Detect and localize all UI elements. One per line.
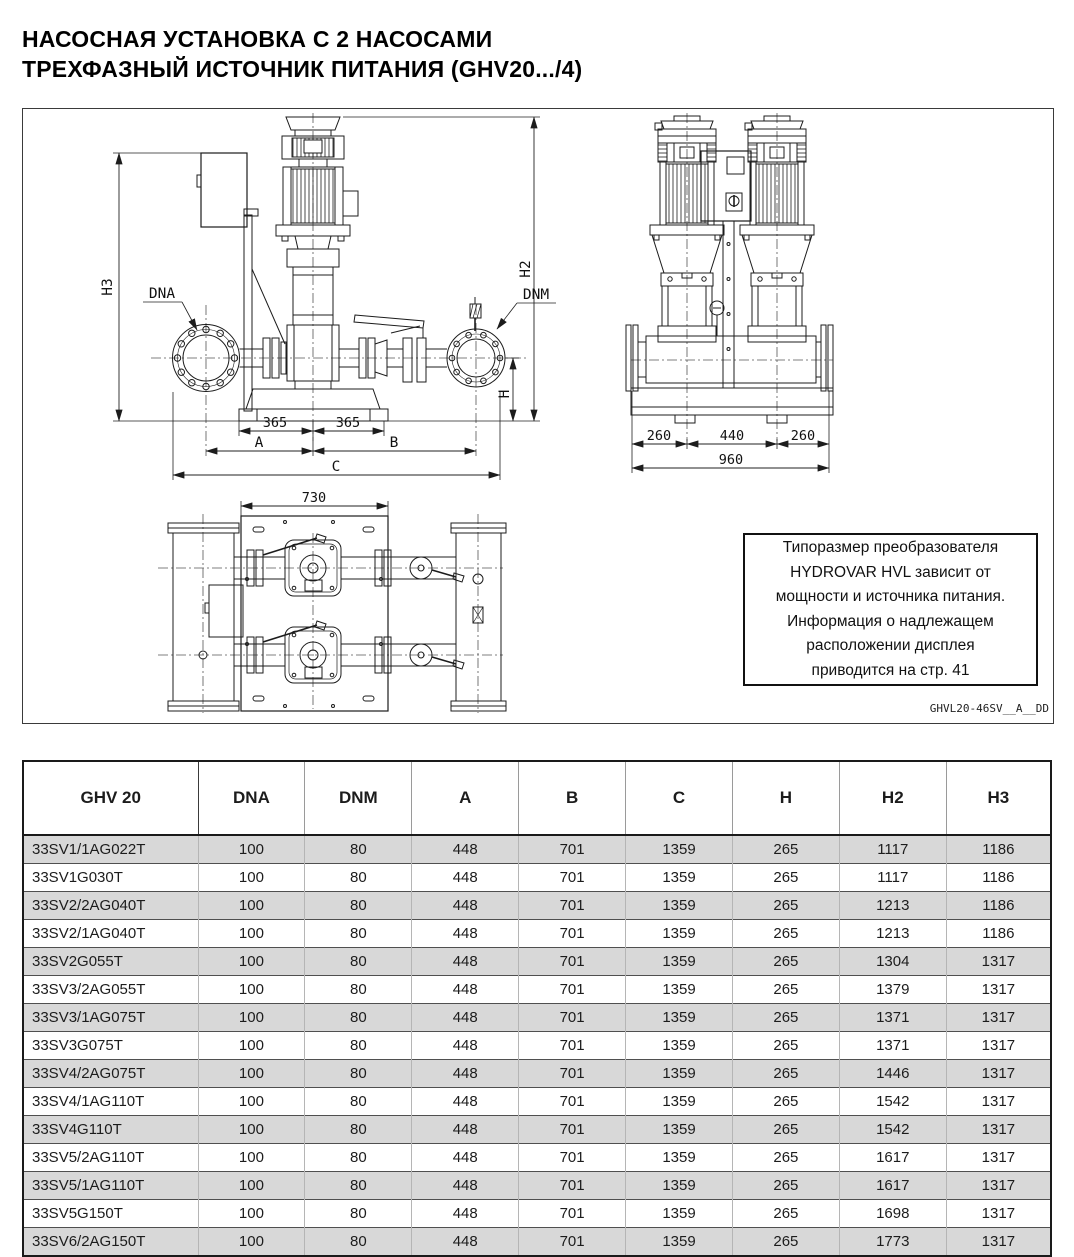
value-cell: 80 <box>305 948 412 976</box>
value-cell: 701 <box>519 835 626 864</box>
value-cell: 1379 <box>839 976 946 1004</box>
value-cell: 1371 <box>839 1004 946 1032</box>
value-cell: 448 <box>412 1172 519 1200</box>
value-cell: 1371 <box>839 1032 946 1060</box>
value-cell: 1617 <box>839 1144 946 1172</box>
value-cell: 265 <box>732 1060 839 1088</box>
value-cell: 448 <box>412 1228 519 1257</box>
value-cell: 100 <box>198 892 305 920</box>
value-cell: 448 <box>412 1200 519 1228</box>
page-title <box>22 24 582 84</box>
value-cell: 1542 <box>839 1088 946 1116</box>
value-cell: 100 <box>198 1116 305 1144</box>
value-cell: 100 <box>198 1088 305 1116</box>
header-c: C <box>626 761 733 835</box>
dimension-table <box>22 760 1052 1257</box>
value-cell: 701 <box>519 1004 626 1032</box>
value-cell: 80 <box>305 835 412 864</box>
dim-c: C <box>331 459 341 475</box>
value-cell: 1359 <box>626 948 733 976</box>
value-cell: 1186 <box>946 864 1051 892</box>
dim-260-right: 260 <box>790 428 816 444</box>
value-cell: 1359 <box>626 1228 733 1257</box>
value-cell: 448 <box>412 1144 519 1172</box>
value-cell: 1359 <box>626 864 733 892</box>
header-h2: H2 <box>839 761 946 835</box>
header-h: H <box>732 761 839 835</box>
table-row <box>23 1172 1051 1200</box>
value-cell: 1213 <box>839 892 946 920</box>
value-cell: 701 <box>519 1144 626 1172</box>
value-cell: 701 <box>519 1228 626 1257</box>
table-header-row <box>23 761 1051 835</box>
dim-365-right: 365 <box>335 415 361 431</box>
table-row <box>23 1228 1051 1257</box>
model-cell: 33SV5G150T <box>23 1200 198 1228</box>
value-cell: 1117 <box>839 835 946 864</box>
value-cell: 80 <box>305 1032 412 1060</box>
value-cell: 701 <box>519 864 626 892</box>
value-cell: 100 <box>198 835 305 864</box>
table-row <box>23 1088 1051 1116</box>
value-cell: 701 <box>519 1032 626 1060</box>
dim-960: 960 <box>718 452 744 468</box>
value-cell: 701 <box>519 976 626 1004</box>
value-cell: 701 <box>519 1200 626 1228</box>
value-cell: 1359 <box>626 920 733 948</box>
value-cell: 1359 <box>626 835 733 864</box>
model-cell: 33SV2/1AG040T <box>23 920 198 948</box>
value-cell: 1304 <box>839 948 946 976</box>
value-cell: 100 <box>198 1200 305 1228</box>
table-row <box>23 948 1051 976</box>
side-view-drawing <box>626 113 833 441</box>
value-cell: 448 <box>412 920 519 948</box>
value-cell: 100 <box>198 1004 305 1032</box>
value-cell: 1186 <box>946 892 1051 920</box>
value-cell: 1359 <box>626 1172 733 1200</box>
value-cell: 1186 <box>946 835 1051 864</box>
model-cell: 33SV3/1AG075T <box>23 1004 198 1032</box>
table-row <box>23 1200 1051 1228</box>
value-cell: 701 <box>519 920 626 948</box>
dna-label: DNA <box>148 286 176 302</box>
value-cell: 1317 <box>946 1004 1051 1032</box>
value-cell: 1317 <box>946 1144 1051 1172</box>
value-cell: 1186 <box>946 920 1051 948</box>
value-cell: 100 <box>198 920 305 948</box>
value-cell: 80 <box>305 1004 412 1032</box>
header-b: B <box>519 761 626 835</box>
title-line-2: ТРЕХФАЗНЫЙ ИСТОЧНИК ПИТАНИЯ (GHV20.../4) <box>22 56 583 82</box>
value-cell: 701 <box>519 892 626 920</box>
dnm-label: DNM <box>522 287 550 303</box>
value-cell: 448 <box>412 1032 519 1060</box>
h3-label: H3 <box>100 278 116 296</box>
value-cell: 1359 <box>626 976 733 1004</box>
value-cell: 1359 <box>626 1200 733 1228</box>
model-cell: 33SV3/2AG055T <box>23 976 198 1004</box>
value-cell: 80 <box>305 976 412 1004</box>
value-cell: 265 <box>732 1088 839 1116</box>
value-cell: 1359 <box>626 1116 733 1144</box>
table-row <box>23 976 1051 1004</box>
model-cell: 33SV3G075T <box>23 1032 198 1060</box>
header-a: A <box>412 761 519 835</box>
value-cell: 100 <box>198 864 305 892</box>
value-cell: 448 <box>412 864 519 892</box>
value-cell: 701 <box>519 1116 626 1144</box>
note-line: HYDROVAR HVL зависит от <box>790 563 991 581</box>
h-label: H <box>497 389 513 399</box>
value-cell: 1317 <box>946 1060 1051 1088</box>
hydrovar-note-box <box>743 533 1038 686</box>
value-cell: 265 <box>732 835 839 864</box>
table-row <box>23 892 1051 920</box>
value-cell: 100 <box>198 948 305 976</box>
note-line: приводится на стр. 41 <box>811 661 970 679</box>
value-cell: 1317 <box>946 1032 1051 1060</box>
value-cell: 448 <box>412 835 519 864</box>
value-cell: 1317 <box>946 976 1051 1004</box>
dim-a: A <box>254 435 264 451</box>
value-cell: 1359 <box>626 1144 733 1172</box>
model-cell: 33SV5/1AG110T <box>23 1172 198 1200</box>
value-cell: 1317 <box>946 1228 1051 1257</box>
suction-manifold-top <box>168 523 239 711</box>
value-cell: 80 <box>305 1060 412 1088</box>
h2-label: H2 <box>518 260 534 278</box>
value-cell: 1213 <box>839 920 946 948</box>
front-view-drawing <box>148 113 528 456</box>
value-cell: 265 <box>732 920 839 948</box>
value-cell: 1317 <box>946 1200 1051 1228</box>
value-cell: 265 <box>732 1004 839 1032</box>
top-view-drawing <box>158 514 506 713</box>
value-cell: 80 <box>305 920 412 948</box>
hydrovar-controller-front <box>201 153 247 227</box>
value-cell: 100 <box>198 976 305 1004</box>
side-view-dimensions <box>632 391 829 473</box>
value-cell: 100 <box>198 1060 305 1088</box>
value-cell: 1359 <box>626 1004 733 1032</box>
model-cell: 33SV4G110T <box>23 1116 198 1144</box>
value-cell: 1317 <box>946 1116 1051 1144</box>
dim-440: 440 <box>719 428 745 444</box>
value-cell: 1317 <box>946 948 1051 976</box>
value-cell: 448 <box>412 1088 519 1116</box>
value-cell: 1359 <box>626 1060 733 1088</box>
baseplate-front <box>239 389 388 421</box>
value-cell: 448 <box>412 948 519 976</box>
controller-top <box>209 585 243 637</box>
drawing-code-caption: GHVL20-46SV__A__DD <box>929 702 1049 715</box>
value-cell: 265 <box>732 1032 839 1060</box>
value-cell: 1698 <box>839 1200 946 1228</box>
model-cell: 33SV4/2AG075T <box>23 1060 198 1088</box>
value-cell: 80 <box>305 864 412 892</box>
drawing-panel <box>22 108 1054 724</box>
value-cell: 1773 <box>839 1228 946 1257</box>
value-cell: 1359 <box>626 1088 733 1116</box>
value-cell: 265 <box>732 1116 839 1144</box>
value-cell: 80 <box>305 1144 412 1172</box>
table-row <box>23 1060 1051 1088</box>
header-dna: DNA <box>198 761 305 835</box>
table-row <box>23 1116 1051 1144</box>
value-cell: 448 <box>412 1060 519 1088</box>
value-cell: 80 <box>305 1088 412 1116</box>
dim-table-body <box>23 835 1051 1256</box>
value-cell: 701 <box>519 1060 626 1088</box>
table-row <box>23 1032 1051 1060</box>
value-cell: 265 <box>732 1172 839 1200</box>
value-cell: 100 <box>198 1172 305 1200</box>
value-cell: 448 <box>412 892 519 920</box>
value-cell: 701 <box>519 1172 626 1200</box>
table-row <box>23 1004 1051 1032</box>
value-cell: 701 <box>519 948 626 976</box>
header-dnm: DNM <box>305 761 412 835</box>
model-cell: 33SV2G055T <box>23 948 198 976</box>
table-row <box>23 835 1051 864</box>
value-cell: 100 <box>198 1032 305 1060</box>
value-cell: 80 <box>305 1200 412 1228</box>
value-cell: 1446 <box>839 1060 946 1088</box>
value-cell: 80 <box>305 892 412 920</box>
note-line: расположении дисплея <box>806 637 975 654</box>
value-cell: 100 <box>198 1144 305 1172</box>
vent-valve <box>470 297 481 331</box>
discharge-manifold-top <box>451 523 506 711</box>
value-cell: 1317 <box>946 1088 1051 1116</box>
value-cell: 80 <box>305 1116 412 1144</box>
value-cell: 100 <box>198 1228 305 1257</box>
note-line: Типоразмер преобразователя <box>782 539 999 556</box>
value-cell: 265 <box>732 948 839 976</box>
model-cell: 33SV6/2AG150T <box>23 1228 198 1257</box>
value-cell: 265 <box>732 1144 839 1172</box>
model-cell: 33SV1G030T <box>23 864 198 892</box>
value-cell: 1359 <box>626 1032 733 1060</box>
table-row <box>23 920 1051 948</box>
value-cell: 1117 <box>839 864 946 892</box>
value-cell: 701 <box>519 1088 626 1116</box>
value-cell: 448 <box>412 1004 519 1032</box>
value-cell: 1617 <box>839 1172 946 1200</box>
model-cell: 33SV5/2AG110T <box>23 1144 198 1172</box>
table-row <box>23 864 1051 892</box>
title-line-1: НАСОСНАЯ УСТАНОВКА С 2 НАСОСАМИ <box>22 26 493 52</box>
value-cell: 80 <box>305 1228 412 1257</box>
value-cell: 265 <box>732 864 839 892</box>
dim-b: B <box>389 435 399 451</box>
value-cell: 1542 <box>839 1116 946 1144</box>
model-cell: 33SV1/1AG022T <box>23 835 198 864</box>
note-line: мощности и источника питания. <box>775 588 1006 605</box>
pump-motor-front <box>276 117 358 389</box>
value-cell: 265 <box>732 1228 839 1257</box>
dim-365-left: 365 <box>262 415 288 431</box>
value-cell: 1359 <box>626 892 733 920</box>
header-h3: H3 <box>946 761 1051 835</box>
value-cell: 265 <box>732 976 839 1004</box>
table-row <box>23 1144 1051 1172</box>
value-cell: 265 <box>732 892 839 920</box>
value-cell: 1317 <box>946 1172 1051 1200</box>
value-cell: 265 <box>732 1200 839 1228</box>
model-cell: 33SV2/2AG040T <box>23 892 198 920</box>
model-cell: 33SV4/1AG110T <box>23 1088 198 1116</box>
dim-260-left: 260 <box>646 428 672 444</box>
header-ghv20: GHV 20 <box>23 761 198 835</box>
value-cell: 80 <box>305 1172 412 1200</box>
dim-730: 730 <box>301 490 327 506</box>
value-cell: 448 <box>412 976 519 1004</box>
note-line: Информация о надлежащем <box>787 612 994 630</box>
value-cell: 448 <box>412 1116 519 1144</box>
